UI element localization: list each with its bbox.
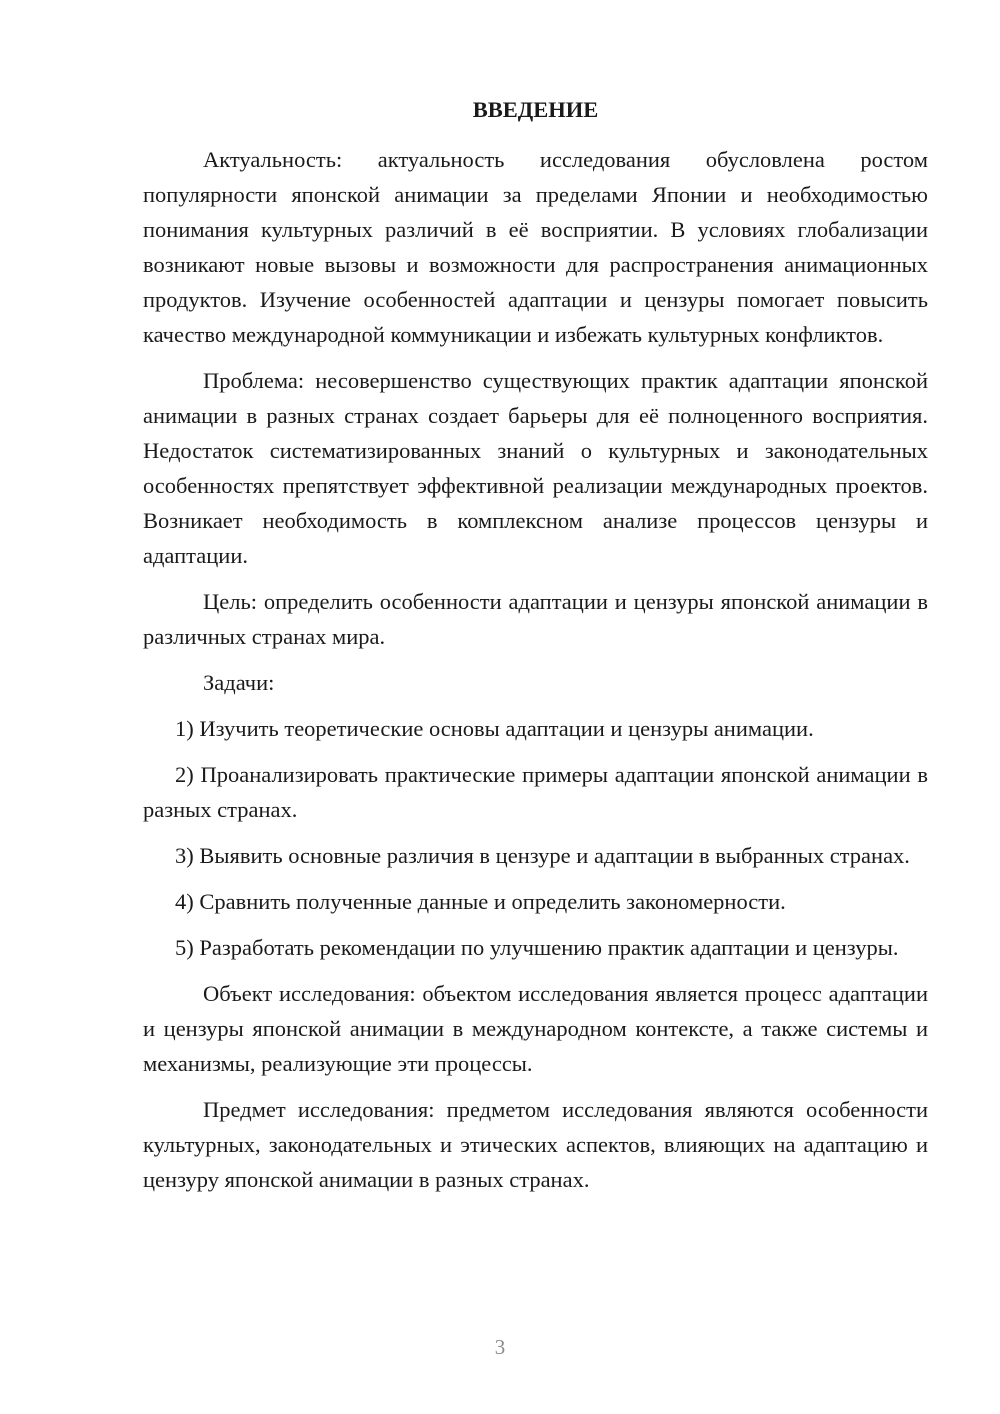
section-title: ВВЕДЕНИЕ	[472, 97, 599, 122]
task-item-2: 2) Проанализировать практические примеры адаптации японской анимации в разных странах.	[143, 762, 928, 822]
task-item-4: 4) Сравнить полученные данные и определить закономерности.	[175, 889, 786, 914]
paragraph-object: Объект исследования: объектом исследования является процесс адаптации и цензуры японской анимации в международном контексте, а также системы и механизмы, реализующие эти процессы.	[143, 981, 928, 1076]
paragraph-relevance: Актуальность: актуальность исследования обусловлена ростом популярности японской анимации за пределами Японии и необходимостью понимания культурных различий в её восприятии. В условиях глобализации возникают новые вызовы и возможности для распространения анимационных продуктов. Изучение особенностей адаптации и цензуры помогает повысить качество международной коммуникации и избежать культурных конфликтов.	[143, 147, 928, 347]
paragraph-problem: Проблема: несовершенство существующих практик адаптации японской анимации в разных странах создает барьеры для её полноценного восприятия. Недостаток систематизированных знаний о культурных и законодательных особенностях препятствует эффективной реализации международных проектов. Возникает необходимость в комплексном анализе процессов цензуры и адаптации.	[143, 368, 928, 568]
task-item-1: 1) Изучить теоретические основы адаптации и цензуры анимации.	[175, 716, 814, 741]
page-number: 3	[494, 1335, 506, 1359]
task-item-5: 5) Разработать рекомендации по улучшению практик адаптации и цензуры.	[175, 935, 899, 960]
tasks-label: Задачи:	[203, 670, 275, 695]
paragraph-goal: Цель: определить особенности адаптации и цензуры японской анимации в различных странах мира.	[143, 589, 928, 649]
paragraph-subject: Предмет исследования: предметом исследования являются особенности культурных, законодательных и этических аспектов, влияющих на адаптацию и цензуру японской анимации в разных странах.	[143, 1097, 928, 1192]
task-item-3: 3) Выявить основные различия в цензуре и адаптации в выбранных странах.	[175, 843, 910, 868]
document-page	[143, 92, 928, 1208]
